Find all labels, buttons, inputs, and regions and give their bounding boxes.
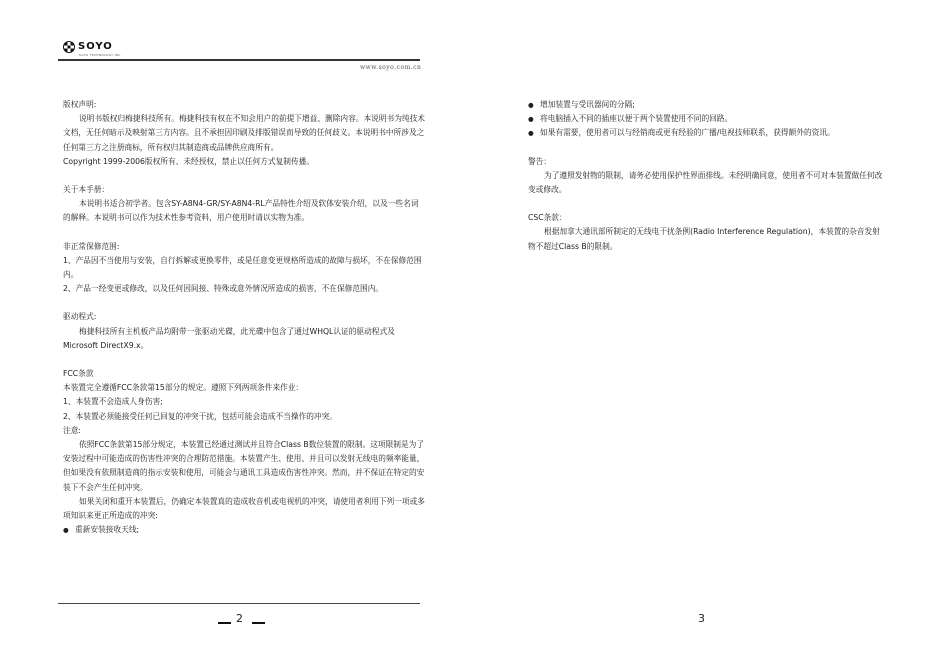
driver-paragraph: 梅捷科技所有主机板产品均附带一张驱动光碟，此光碟中包含了通过WHQL认证的驱动程式及Microsoft DirectX9.x。 [63, 326, 395, 350]
brand-name: SOYO [78, 41, 113, 52]
manual-title: 关于本手册： [63, 185, 110, 195]
manual-paragraph: 本说明书适合初学者。包含SY-A8N4-GR/SY-A8N4-RL产品特性介绍及软体安装介绍，以及一些名词的解释。本说明书可以作为技术性参考资料，用户使用时请以实物为准。 [63, 199, 419, 223]
warning-paragraph: 为了遵照发射物的限制，请务必使用保护性界面排线。未经明确同意，使用者不可对本装置做任何改变或修改。 [528, 170, 883, 195]
driver-title: 驱动程式: [63, 312, 97, 322]
warranty-item-2: 2、产品一经变更或修改，以及任何因间接、特殊或意外情况所造成的损害，不在保修范围内。 [63, 284, 384, 294]
fcc-line-2: 1、本装置不会造成人身伤害; [63, 397, 163, 407]
page-number-left: 2 [236, 612, 243, 625]
right-page-content [528, 98, 883, 254]
fcc-bullet-2: ● 增加装置与受讯器间的分隔; [528, 98, 883, 112]
left-page-content [63, 98, 425, 537]
fcc-line-3: 2、本装置必须能接受任何已回复的冲突干扰，包括可能会造成不当操作的冲突。 [63, 411, 337, 421]
website-url: www.soyo.com.cn [360, 64, 422, 71]
fcc-bullet-4: ● 如果有需要，使用者可以与经销商或更有经验的广播/电视技师联系，获得额外的资讯。 [528, 126, 883, 140]
fcc-title: FCC条款 [63, 369, 94, 379]
soyo-logo-icon [62, 40, 76, 54]
fcc-bullet-1: ● 重新安装接收天线; [63, 523, 425, 537]
fcc-paragraph-2: 如果关闭和重开本装置后，仍确定本装置真的造成收音机或电视机的冲突，请使用者利用下列一项或多项知识来更正所造成的冲突: [63, 496, 425, 521]
copyright-title: 版权声明: [63, 100, 97, 109]
copyright-notice: Copyright 1999-2006版权所有、未经授权，禁止以任何方式复制传播。 [63, 156, 315, 166]
fcc-bullet-3: ● 将电脑插入不同的插座以便于两个装置使用不同的回路。 [528, 112, 883, 126]
fcc-line-1: 本装置完全遵循FCC条款第15部分的规定。遵照下列两项条件来作业： [63, 383, 304, 393]
warning-title: 警告： [528, 156, 552, 166]
csc-paragraph: 根据加拿大通讯部所制定的无线电干扰条例(Radio Interference Regulation)，本装置的杂音发射物不超过Class B的限制。 [528, 227, 880, 251]
page-number-bar-right [252, 622, 265, 624]
page-number-bar-left [218, 622, 231, 624]
warranty-title: 非正常保修范围: [63, 241, 120, 251]
page-number-right: 3 [698, 612, 705, 625]
copyright-paragraph: 说明书版权归梅捷科技所有。梅捷科技有权在不知会用户的前提下增益、删除内容。本说明书为纯技术文档，无任何暗示及映射第三方内容。且不承担因印刷及排版错误而导致的任何歧义。本说明书中所涉及之任何第三方之注册商标，所有权归其制造商或品牌供应商所有。 [63, 114, 425, 152]
fcc-note-label: 注意: [63, 425, 81, 435]
warranty-item-1: 1、产品因不当使用与安装，自行拆解或更换零件，或是任意变更规格所造成的故障与损坏，不在保修范围内。 [63, 255, 422, 280]
header-rule [58, 59, 420, 61]
fcc-note-paragraph: 依照FCC条款第15部分规定，本装置已经通过测试并且符合Class B数位装置的限制。这项限制是为了安装过程中可能造成的伤害性冲突的合理防范措施。本装置产生、使用、并且可以发射无线电的频率能量，但如果没有依照制造商的指示安装和使用，可能会与通讯工具造成伤害性冲突。然而，并不保证在特定的安装下不会产生任何冲突。 [63, 440, 425, 492]
csc-title: CSC条款： [528, 213, 567, 223]
brand-tagline: SOYO TECHNOLOGY INC. [79, 53, 122, 57]
footer-rule [58, 603, 420, 604]
